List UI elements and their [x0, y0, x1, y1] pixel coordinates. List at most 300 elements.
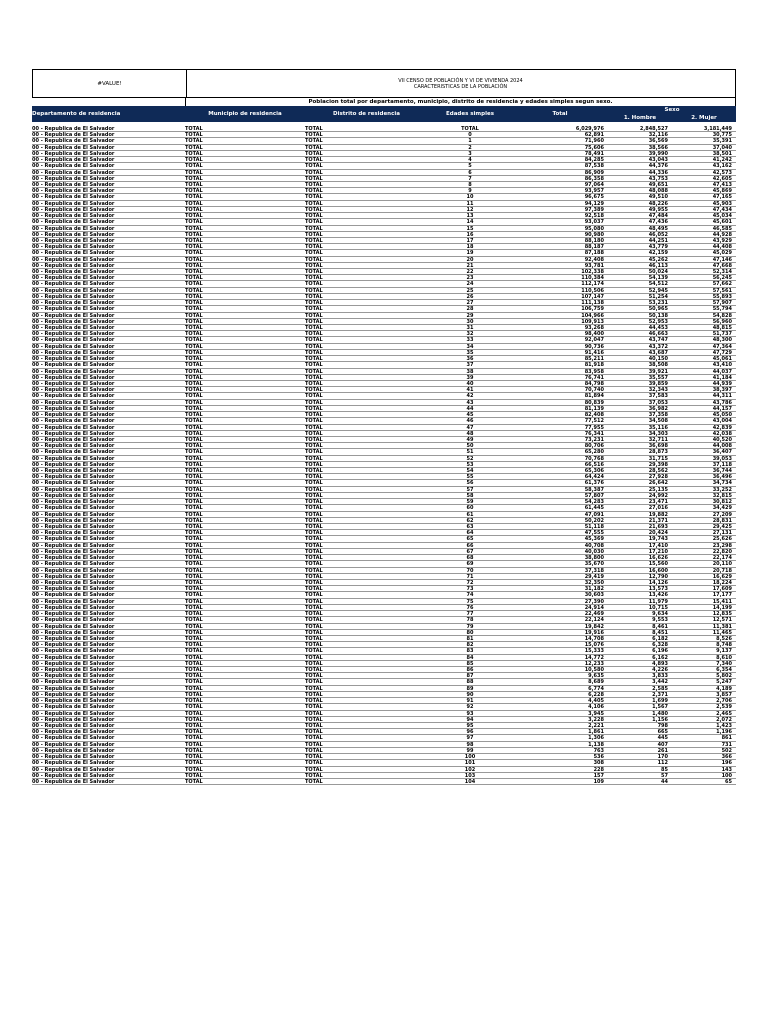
cell-mujer[interactable]: 43,004 — [712, 418, 732, 425]
cell-distrito[interactable]: TOTAL — [305, 393, 323, 400]
cell-edad[interactable]: 72 — [466, 579, 474, 586]
cell-hombre[interactable]: 39,921 — [648, 368, 668, 375]
cell-departamento[interactable]: 00 - Republica de El Salvador — [32, 505, 115, 512]
cell-municipio[interactable]: TOTAL — [185, 648, 203, 655]
cell-departamento[interactable]: 00 - Republica de El Salvador — [32, 194, 115, 201]
cell-distrito[interactable]: TOTAL — [305, 449, 323, 456]
cell-total[interactable]: 45,369 — [584, 536, 604, 543]
cell-municipio[interactable]: TOTAL — [185, 635, 203, 642]
cell-mujer[interactable]: 12,571 — [712, 617, 732, 624]
cell-departamento[interactable]: 00 - Republica de El Salvador — [32, 698, 115, 705]
cell-hombre[interactable]: 9,634 — [652, 611, 668, 618]
cell-total[interactable]: 27,390 — [584, 598, 604, 605]
cell-edad[interactable]: 57 — [466, 486, 474, 493]
cell-departamento[interactable]: 00 - Republica de El Salvador — [32, 262, 115, 269]
cell-edad[interactable]: 19 — [466, 250, 474, 257]
cell-hombre[interactable]: 43,043 — [648, 157, 668, 164]
cell-mujer[interactable]: 42,605 — [712, 175, 732, 182]
cell-edad[interactable]: TOTAL — [461, 126, 479, 132]
cell-edad[interactable]: 62 — [466, 517, 474, 524]
cell-departamento[interactable]: 00 - Republica de El Salvador — [32, 536, 115, 543]
cell-hombre[interactable]: 39,859 — [648, 380, 668, 387]
cell-distrito[interactable]: TOTAL — [305, 536, 323, 543]
cell-total[interactable]: 93,037 — [584, 219, 604, 226]
cell-mujer[interactable]: 30,775 — [712, 132, 732, 139]
cell-municipio[interactable]: TOTAL — [185, 679, 203, 686]
cell-municipio[interactable]: TOTAL — [185, 231, 203, 238]
cell-departamento[interactable]: 00 - Republica de El Salvador — [32, 287, 115, 294]
cell-total[interactable]: 1,138 — [588, 741, 604, 748]
cell-municipio[interactable]: TOTAL — [185, 175, 203, 182]
cell-departamento[interactable]: 00 - Republica de El Salvador — [32, 244, 115, 251]
cell-edad[interactable]: 41 — [466, 387, 474, 394]
cell-hombre[interactable]: 50,138 — [648, 312, 668, 319]
cell-hombre[interactable]: 28,873 — [648, 449, 668, 456]
cell-municipio[interactable]: TOTAL — [185, 449, 203, 456]
cell-hombre[interactable]: 170 — [657, 754, 668, 761]
cell-hombre[interactable]: 16,600 — [648, 567, 668, 574]
cell-total[interactable]: 109 — [593, 778, 604, 785]
cell-municipio[interactable]: TOTAL — [185, 517, 203, 524]
cell-municipio[interactable]: TOTAL — [185, 586, 203, 593]
cell-departamento[interactable]: 00 - Republica de El Salvador — [32, 157, 115, 164]
cell-hombre[interactable]: 15,560 — [648, 561, 668, 568]
cell-municipio[interactable]: TOTAL — [185, 219, 203, 226]
cell-hombre[interactable]: 445 — [657, 735, 668, 742]
cell-mujer[interactable]: 57,561 — [712, 287, 732, 294]
cell-municipio[interactable]: TOTAL — [185, 716, 203, 723]
cell-municipio[interactable]: TOTAL — [185, 474, 203, 481]
cell-total[interactable]: 35,670 — [584, 561, 604, 568]
cell-mujer[interactable]: 56,960 — [712, 318, 732, 325]
cell-total[interactable]: 91,416 — [584, 349, 604, 356]
table-row[interactable] — [32, 779, 736, 785]
cell-distrito[interactable]: TOTAL — [305, 169, 323, 176]
cell-mujer[interactable]: 33,252 — [712, 486, 732, 493]
cell-edad[interactable]: 80 — [466, 629, 474, 636]
cell-mujer[interactable]: 861 — [721, 735, 732, 742]
cell-edad[interactable]: 70 — [466, 567, 474, 574]
cell-departamento[interactable]: 00 - Republica de El Salvador — [32, 648, 115, 655]
cell-distrito[interactable]: TOTAL — [305, 138, 323, 145]
cell-distrito[interactable]: TOTAL — [305, 461, 323, 468]
cell-mujer[interactable]: 18,224 — [712, 579, 732, 586]
cell-distrito[interactable]: TOTAL — [305, 598, 323, 605]
cell-hombre[interactable]: 39,990 — [648, 150, 668, 157]
cell-hombre[interactable]: 44,336 — [648, 169, 668, 176]
cell-departamento[interactable]: 00 - Republica de El Salvador — [32, 586, 115, 593]
cell-municipio[interactable]: TOTAL — [185, 747, 203, 754]
cell-total[interactable]: 40,030 — [584, 548, 604, 555]
cell-edad[interactable]: 30 — [466, 318, 474, 325]
cell-departamento[interactable]: 00 - Republica de El Salvador — [32, 567, 115, 574]
cell-municipio[interactable]: TOTAL — [185, 542, 203, 549]
cell-departamento[interactable]: 00 - Republica de El Salvador — [32, 579, 115, 586]
cell-mujer[interactable]: 43,929 — [712, 237, 732, 244]
cell-edad[interactable]: 86 — [466, 667, 474, 674]
cell-municipio[interactable]: TOTAL — [185, 461, 203, 468]
cell-edad[interactable]: 18 — [466, 244, 474, 251]
cell-municipio[interactable]: TOTAL — [185, 281, 203, 288]
cell-municipio[interactable]: TOTAL — [185, 312, 203, 319]
cell-total[interactable]: 97,389 — [584, 206, 604, 213]
cell-hombre[interactable]: 19,743 — [648, 536, 668, 543]
cell-edad[interactable]: 17 — [466, 237, 474, 244]
cell-edad[interactable]: 69 — [466, 561, 474, 568]
cell-distrito[interactable]: TOTAL — [305, 723, 323, 729]
cell-edad[interactable]: 65 — [466, 536, 474, 543]
cell-departamento[interactable]: 00 - Republica de El Salvador — [32, 300, 115, 307]
cell-total[interactable]: 82,408 — [584, 412, 604, 419]
cell-departamento[interactable]: 00 - Republica de El Salvador — [32, 611, 115, 618]
cell-edad[interactable]: 20 — [466, 256, 474, 263]
cell-municipio[interactable]: TOTAL — [185, 536, 203, 543]
cell-mujer[interactable]: 45,029 — [712, 250, 732, 257]
cell-edad[interactable]: 98 — [466, 741, 474, 748]
cell-distrito[interactable]: TOTAL — [305, 287, 323, 294]
cell-mujer[interactable]: 22,820 — [712, 548, 732, 555]
cell-hombre[interactable]: 47,436 — [648, 219, 668, 226]
cell-hombre[interactable]: 28,562 — [648, 468, 668, 475]
cell-departamento[interactable]: 00 - Republica de El Salvador — [32, 723, 115, 729]
cell-edad[interactable]: 3 — [468, 150, 472, 157]
cell-edad[interactable]: 82 — [466, 642, 474, 649]
cell-distrito[interactable]: TOTAL — [305, 269, 323, 276]
cell-edad[interactable]: 0 — [468, 132, 472, 139]
cell-municipio[interactable]: TOTAL — [185, 293, 203, 300]
cell-distrito[interactable]: TOTAL — [305, 698, 323, 705]
cell-hombre[interactable]: 3,442 — [652, 679, 668, 686]
cell-mujer[interactable]: 47,729 — [712, 349, 732, 356]
cell-edad[interactable]: 54 — [466, 468, 474, 475]
cell-total[interactable]: 90,980 — [584, 231, 604, 238]
cell-municipio[interactable]: TOTAL — [185, 629, 203, 636]
cell-hombre[interactable]: 13,573 — [648, 586, 668, 593]
cell-mujer[interactable]: 44,311 — [712, 393, 732, 400]
cell-distrito[interactable]: TOTAL — [305, 275, 323, 282]
cell-total[interactable]: 94,129 — [584, 200, 604, 207]
cell-mujer[interactable]: 39,053 — [712, 455, 732, 462]
cell-total[interactable]: 93,268 — [584, 325, 604, 331]
cell-total[interactable]: 24,914 — [584, 604, 604, 611]
cell-departamento[interactable]: 00 - Republica de El Salvador — [32, 430, 115, 437]
cell-edad[interactable]: 24 — [466, 281, 474, 288]
cell-total[interactable]: 763 — [593, 747, 604, 754]
cell-distrito[interactable]: TOTAL — [305, 579, 323, 586]
cell-hombre[interactable]: 36,982 — [648, 405, 668, 412]
cell-mujer[interactable]: 44,157 — [712, 405, 732, 412]
cell-edad[interactable]: 99 — [466, 747, 474, 754]
cell-departamento[interactable]: 00 - Republica de El Salvador — [32, 766, 115, 773]
cell-total[interactable]: 4,405 — [588, 698, 604, 705]
cell-municipio[interactable]: TOTAL — [185, 430, 203, 437]
cell-distrito[interactable]: TOTAL — [305, 729, 323, 736]
cell-total[interactable]: 70,768 — [584, 455, 604, 462]
cell-distrito[interactable]: TOTAL — [305, 374, 323, 381]
cell-municipio[interactable]: TOTAL — [185, 325, 203, 331]
cell-total[interactable]: 110,506 — [581, 287, 604, 294]
cell-mujer[interactable]: 3,857 — [716, 691, 732, 698]
cell-mujer[interactable]: 47,668 — [712, 262, 732, 269]
cell-hombre[interactable]: 43,747 — [648, 337, 668, 344]
cell-hombre[interactable]: 112 — [657, 760, 668, 767]
cell-hombre[interactable]: 46,052 — [648, 231, 668, 238]
cell-total[interactable]: 78,491 — [584, 150, 604, 157]
cell-distrito[interactable]: TOTAL — [305, 281, 323, 288]
cell-municipio[interactable]: TOTAL — [185, 598, 203, 605]
cell-municipio[interactable]: TOTAL — [185, 194, 203, 201]
cell-total[interactable]: 8,689 — [588, 679, 604, 686]
cell-distrito[interactable]: TOTAL — [305, 648, 323, 655]
cell-total[interactable]: 9,635 — [588, 673, 604, 680]
cell-hombre[interactable]: 47,484 — [648, 213, 668, 220]
cell-total[interactable]: 22,124 — [584, 617, 604, 624]
cell-total[interactable]: 61,445 — [584, 505, 604, 512]
cell-mujer[interactable]: 15,411 — [712, 598, 732, 605]
cell-total[interactable]: 64,424 — [584, 474, 604, 481]
cell-hombre[interactable]: 37,053 — [648, 399, 668, 406]
cell-distrito[interactable]: TOTAL — [305, 325, 323, 331]
cell-mujer[interactable]: 38,397 — [712, 387, 732, 394]
cell-municipio[interactable]: TOTAL — [185, 443, 203, 450]
cell-distrito[interactable]: TOTAL — [305, 685, 323, 692]
cell-departamento[interactable]: 00 - Republica de El Salvador — [32, 561, 115, 568]
cell-hombre[interactable]: 19,882 — [648, 511, 668, 518]
cell-mujer[interactable]: 45,061 — [712, 356, 732, 363]
cell-edad[interactable]: 59 — [466, 499, 474, 506]
cell-distrito[interactable]: TOTAL — [305, 412, 323, 419]
cell-edad[interactable]: 42 — [466, 393, 474, 400]
cell-distrito[interactable]: TOTAL — [305, 586, 323, 593]
cell-distrito[interactable]: TOTAL — [305, 573, 323, 580]
cell-departamento[interactable]: 00 - Republica de El Salvador — [32, 349, 115, 356]
cell-edad[interactable]: 77 — [466, 611, 474, 618]
cell-edad[interactable]: 34 — [466, 343, 474, 350]
cell-departamento[interactable]: 00 - Republica de El Salvador — [32, 760, 115, 767]
cell-hombre[interactable]: 42,159 — [648, 250, 668, 257]
cell-municipio[interactable]: TOTAL — [185, 499, 203, 506]
cell-total[interactable]: 1,306 — [588, 735, 604, 742]
cell-total[interactable]: 47,555 — [584, 530, 604, 537]
cell-mujer[interactable]: 2,706 — [716, 698, 732, 705]
cell-municipio[interactable]: TOTAL — [185, 306, 203, 313]
col-municipio[interactable]: Municipio de residencia — [208, 111, 282, 117]
cell-municipio[interactable]: TOTAL — [185, 741, 203, 748]
cell-hombre[interactable]: 29,398 — [648, 461, 668, 468]
cell-distrito[interactable]: TOTAL — [305, 623, 323, 630]
cell-edad[interactable]: 39 — [466, 374, 474, 381]
cell-edad[interactable]: 60 — [466, 505, 474, 512]
cell-edad[interactable]: 2 — [468, 144, 472, 151]
cell-edad[interactable]: 7 — [468, 175, 472, 182]
cell-edad[interactable]: 38 — [466, 368, 474, 375]
cell-mujer[interactable]: 42,839 — [712, 424, 732, 431]
cell-mujer[interactable]: 44,037 — [712, 368, 732, 375]
cell-departamento[interactable]: 00 - Republica de El Salvador — [32, 306, 115, 313]
cell-total[interactable]: 58,387 — [584, 486, 604, 493]
cell-total[interactable]: 71,960 — [584, 138, 604, 145]
cell-departamento[interactable]: 00 - Republica de El Salvador — [32, 667, 115, 674]
cell-departamento[interactable]: 00 - Republica de El Salvador — [32, 530, 115, 537]
cell-distrito[interactable]: TOTAL — [305, 654, 323, 661]
cell-departamento[interactable]: 00 - Republica de El Salvador — [32, 778, 115, 785]
cell-mujer[interactable]: 5,802 — [716, 673, 732, 680]
cell-mujer[interactable]: 8,748 — [716, 642, 732, 649]
cell-municipio[interactable]: TOTAL — [185, 181, 203, 188]
cell-hombre[interactable]: 17,210 — [648, 548, 668, 555]
cell-departamento[interactable]: 00 - Republica de El Salvador — [32, 188, 115, 195]
cell-distrito[interactable]: TOTAL — [305, 256, 323, 263]
cell-distrito[interactable]: TOTAL — [305, 405, 323, 412]
cell-distrito[interactable]: TOTAL — [305, 673, 323, 680]
cell-municipio[interactable]: TOTAL — [185, 492, 203, 499]
cell-total[interactable]: 1,861 — [588, 729, 604, 736]
cell-edad[interactable]: 47 — [466, 424, 474, 431]
cell-distrito[interactable]: TOTAL — [305, 635, 323, 642]
cell-hombre[interactable]: 26,642 — [648, 480, 668, 487]
cell-hombre[interactable]: 24,992 — [648, 492, 668, 499]
cell-distrito[interactable]: TOTAL — [305, 175, 323, 182]
cell-departamento[interactable]: 00 - Republica de El Salvador — [32, 331, 115, 338]
cell-distrito[interactable]: TOTAL — [305, 188, 323, 195]
cell-edad[interactable]: 88 — [466, 679, 474, 686]
cell-distrito[interactable]: TOTAL — [305, 362, 323, 369]
cell-mujer[interactable]: 45,050 — [712, 412, 732, 419]
cell-distrito[interactable]: TOTAL — [305, 716, 323, 723]
cell-edad[interactable]: 63 — [466, 524, 474, 530]
cell-municipio[interactable]: TOTAL — [185, 505, 203, 512]
cell-mujer[interactable]: 1,196 — [716, 729, 732, 736]
cell-total[interactable]: 88,187 — [584, 244, 604, 251]
cell-hombre[interactable]: 43,687 — [648, 349, 668, 356]
cell-departamento[interactable]: 00 - Republica de El Salvador — [32, 660, 115, 667]
cell-mujer[interactable]: 43,410 — [712, 362, 732, 369]
cell-distrito[interactable]: TOTAL — [305, 735, 323, 742]
cell-hombre[interactable]: 48,495 — [648, 225, 668, 232]
cell-edad[interactable]: 8 — [468, 181, 472, 188]
cell-mujer[interactable]: 196 — [721, 760, 732, 767]
cell-distrito[interactable]: TOTAL — [305, 318, 323, 325]
cell-distrito[interactable]: TOTAL — [305, 772, 323, 779]
cell-hombre[interactable]: 45,262 — [648, 256, 668, 263]
cell-distrito[interactable]: TOTAL — [305, 492, 323, 499]
cell-edad[interactable]: 27 — [466, 300, 474, 307]
cell-total[interactable]: 65,306 — [584, 468, 604, 475]
cell-total[interactable]: 109,913 — [581, 318, 604, 325]
cell-mujer[interactable]: 47,434 — [712, 206, 732, 213]
cell-municipio[interactable]: TOTAL — [185, 760, 203, 767]
cell-distrito[interactable]: TOTAL — [305, 331, 323, 338]
cell-total[interactable]: 76,741 — [584, 374, 604, 381]
cell-hombre[interactable]: 23,471 — [648, 499, 668, 506]
cell-municipio[interactable]: TOTAL — [185, 660, 203, 667]
cell-departamento[interactable]: 00 - Republica de El Salvador — [32, 318, 115, 325]
cell-total[interactable]: 2,221 — [588, 723, 604, 729]
cell-edad[interactable]: 33 — [466, 337, 474, 344]
cell-mujer[interactable]: 44,928 — [712, 231, 732, 238]
cell-distrito[interactable]: TOTAL — [305, 480, 323, 487]
cell-departamento[interactable]: 00 - Republica de El Salvador — [32, 412, 115, 419]
cell-hombre[interactable]: 1,156 — [652, 716, 668, 723]
cell-distrito[interactable]: TOTAL — [305, 368, 323, 375]
cell-mujer[interactable]: 11,381 — [712, 623, 732, 630]
cell-edad[interactable]: 16 — [466, 231, 474, 238]
cell-distrito[interactable]: TOTAL — [305, 524, 323, 530]
cell-edad[interactable]: 21 — [466, 262, 474, 269]
cell-hombre[interactable]: 3,833 — [652, 673, 668, 680]
cell-mujer[interactable]: 52,314 — [712, 269, 732, 276]
cell-edad[interactable]: 66 — [466, 542, 474, 549]
cell-total[interactable]: 112,174 — [581, 281, 604, 288]
cell-mujer[interactable]: 48,300 — [712, 337, 732, 344]
cell-departamento[interactable]: 00 - Republica de El Salvador — [32, 393, 115, 400]
cell-municipio[interactable]: TOTAL — [185, 617, 203, 624]
cell-distrito[interactable]: TOTAL — [305, 517, 323, 524]
cell-hombre[interactable]: 40,150 — [648, 356, 668, 363]
cell-municipio[interactable]: TOTAL — [185, 188, 203, 195]
cell-municipio[interactable]: TOTAL — [185, 399, 203, 406]
cell-edad[interactable]: 89 — [466, 685, 474, 692]
cell-departamento[interactable]: 00 - Republica de El Salvador — [32, 741, 115, 748]
cell-mujer[interactable]: 47,413 — [712, 181, 732, 188]
cell-hombre[interactable]: 2,848,527 — [639, 126, 668, 132]
cell-distrito[interactable]: TOTAL — [305, 468, 323, 475]
col-distrito[interactable]: Distrito de residencia — [333, 111, 400, 117]
cell-edad[interactable]: 96 — [466, 729, 474, 736]
cell-edad[interactable]: 13 — [466, 213, 474, 220]
cell-total[interactable]: 106,759 — [581, 306, 604, 313]
cell-departamento[interactable]: 00 - Republica de El Salvador — [32, 679, 115, 686]
cell-distrito[interactable]: TOTAL — [305, 530, 323, 537]
cell-edad[interactable]: 44 — [466, 405, 474, 412]
cell-edad[interactable]: 79 — [466, 623, 474, 630]
cell-hombre[interactable]: 27,928 — [648, 474, 668, 481]
cell-edad[interactable]: 49 — [466, 436, 474, 443]
cell-mujer[interactable]: 46,585 — [712, 225, 732, 232]
col-hombre[interactable]: 1. Hombre — [623, 115, 657, 121]
cell-mujer[interactable]: 4,189 — [716, 685, 732, 692]
cell-mujer[interactable]: 20,718 — [712, 567, 732, 574]
cell-departamento[interactable]: 00 - Republica de El Salvador — [32, 144, 115, 151]
cell-municipio[interactable]: TOTAL — [185, 524, 203, 530]
cell-departamento[interactable]: 00 - Republica de El Salvador — [32, 281, 115, 288]
cell-municipio[interactable]: TOTAL — [185, 150, 203, 157]
cell-distrito[interactable]: TOTAL — [305, 194, 323, 201]
cell-mujer[interactable]: 41,184 — [712, 374, 732, 381]
cell-departamento[interactable]: 00 - Republica de El Salvador — [32, 654, 115, 661]
cell-total[interactable]: 51,118 — [584, 524, 604, 530]
cell-distrito[interactable]: TOTAL — [305, 747, 323, 754]
cell-municipio[interactable]: TOTAL — [185, 704, 203, 711]
cell-mujer[interactable]: 17,177 — [712, 592, 732, 599]
cell-departamento[interactable]: 00 - Republica de El Salvador — [32, 225, 115, 232]
cell-departamento[interactable]: 00 - Republica de El Salvador — [32, 642, 115, 649]
cell-total[interactable]: 80,706 — [584, 443, 604, 450]
cell-hombre[interactable]: 1,480 — [652, 710, 668, 717]
cell-mujer[interactable]: 42,573 — [712, 169, 732, 176]
cell-mujer[interactable]: 30,812 — [712, 499, 732, 506]
cell-hombre[interactable]: 4,226 — [652, 667, 668, 674]
cell-distrito[interactable]: TOTAL — [305, 741, 323, 748]
cell-hombre[interactable]: 32,343 — [648, 387, 668, 394]
cell-hombre[interactable]: 261 — [657, 747, 668, 754]
cell-total[interactable]: 86,358 — [584, 175, 604, 182]
cell-distrito[interactable]: TOTAL — [305, 231, 323, 238]
cell-edad[interactable]: 15 — [466, 225, 474, 232]
cell-departamento[interactable]: 00 - Republica de El Salvador — [32, 449, 115, 456]
cell-departamento[interactable]: 00 - Republica de El Salvador — [32, 517, 115, 524]
cell-mujer[interactable]: 366 — [721, 754, 732, 761]
